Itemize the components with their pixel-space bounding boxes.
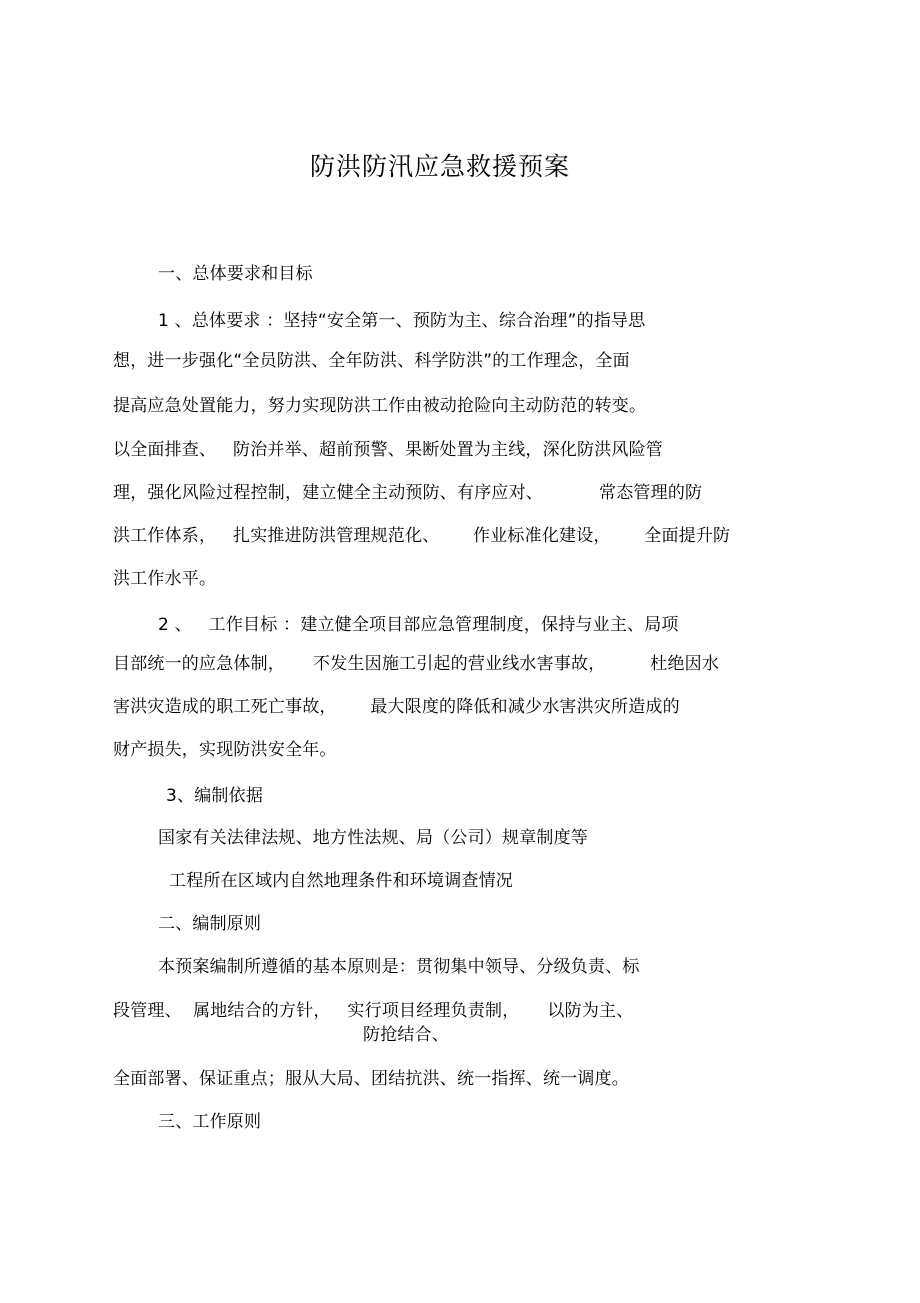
section-heading-1: 一、总体要求和目标 [158, 264, 313, 284]
paragraph-line: 洪工作水平。 [113, 569, 217, 589]
section-heading-3: 3、编制依据 [166, 786, 264, 806]
paragraph-line-fragment: 防抢结合、 [363, 1025, 449, 1045]
paragraph-line: 段管理、 属地结合的方针， 实行项目经理负责制， 以防为主、 [113, 1001, 634, 1021]
paragraph-line: 目部统一的应急体制， 不发生因施工引起的营业线水害事故， 杜绝因水 [113, 654, 720, 674]
paragraph-line: 以全面排查、 防治并举、超前预警、果断处置为主线，深化防洪风险管 [113, 440, 664, 460]
paragraph-line: 理，强化风险过程控制，建立健全主动预防、有序应对、 常态管理的防 [113, 483, 703, 503]
section-heading-work-principles: 三、工作原则 [158, 1112, 262, 1132]
paragraph-line: 洪工作体系， 扎实推进防洪管理规范化、 作业标准化建设， 全面提升防 [113, 526, 731, 546]
document-title: 防洪防汛应急救援预案 [309, 152, 570, 181]
paragraph-line: 财产损失，实现防洪安全年。 [113, 740, 337, 760]
paragraph-line: 提高应急处置能力，努力实现防洪工作由被动抢险向主动防范的转变。 [113, 396, 647, 416]
paragraph-line: 2 、 工作目标 ：建立健全项目部应急管理制度，保持与业主、局项 [158, 615, 679, 635]
paragraph-line: 1 、总体要求 ：坚持“安全第一、预防为主、综合治理”的指导思 [158, 311, 646, 331]
paragraph-line: 本预案编制所遵循的基本原则是：贯彻集中领导、分级负责、标 [158, 957, 640, 977]
paragraph-line: 工程所在区域内自然地理条件和环境调查情况 [169, 871, 513, 891]
paragraph-line: 想，进一步强化“全员防洪、全年防洪、科学防洪”的工作理念，全面 [113, 351, 630, 371]
section-heading-principles: 二、编制原则 [158, 914, 262, 934]
paragraph-line: 全面部署、保证重点；服从大局、团结抗洪、统一指挥、统一调度。 [113, 1069, 629, 1089]
paragraph-line: 害洪灾造成的职工死亡事故， 最大限度的降低和减少水害洪灾所造成的 [113, 697, 680, 717]
paragraph-line: 国家有关法律法规、地方性法规、局（公司）规章制度等 [158, 828, 588, 848]
